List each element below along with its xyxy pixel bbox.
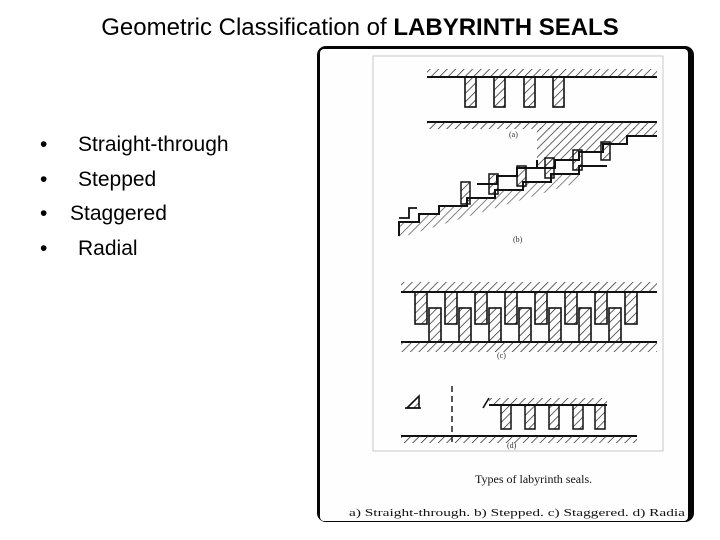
bullet-item (40, 197, 229, 232)
bullet-dot: • (40, 202, 48, 225)
bullet-item (40, 163, 229, 198)
bullet-dot: • (40, 133, 48, 156)
labyrinth-seal-figure (317, 46, 694, 522)
title-bold: LABYRINTH SEALS (393, 14, 619, 41)
figure-caption-detail: a) Straight-through. b) Stepped. c) Staggered. d) Radia (349, 507, 686, 519)
slide-title (0, 14, 720, 42)
panel-label-b: (b) (513, 235, 523, 244)
bullet-item (40, 128, 229, 163)
bullet-item (40, 232, 229, 267)
bullet-text: Staggered (70, 202, 167, 225)
panel-label-a: (a) (509, 130, 518, 139)
bullet-dot: • (40, 167, 48, 191)
figure-caption-title: Types of labyrinth seals. (475, 472, 593, 486)
panel-label-d: (d) (507, 441, 517, 450)
bullet-dot: • (40, 236, 48, 260)
panel-label-c: (c) (497, 351, 506, 360)
bullet-text: Stepped (78, 167, 157, 191)
title-prefix: Geometric Classification of (101, 14, 394, 41)
bullet-text: Straight-through (78, 133, 229, 156)
bullet-list (40, 128, 229, 266)
bullet-text: Radial (78, 236, 138, 260)
